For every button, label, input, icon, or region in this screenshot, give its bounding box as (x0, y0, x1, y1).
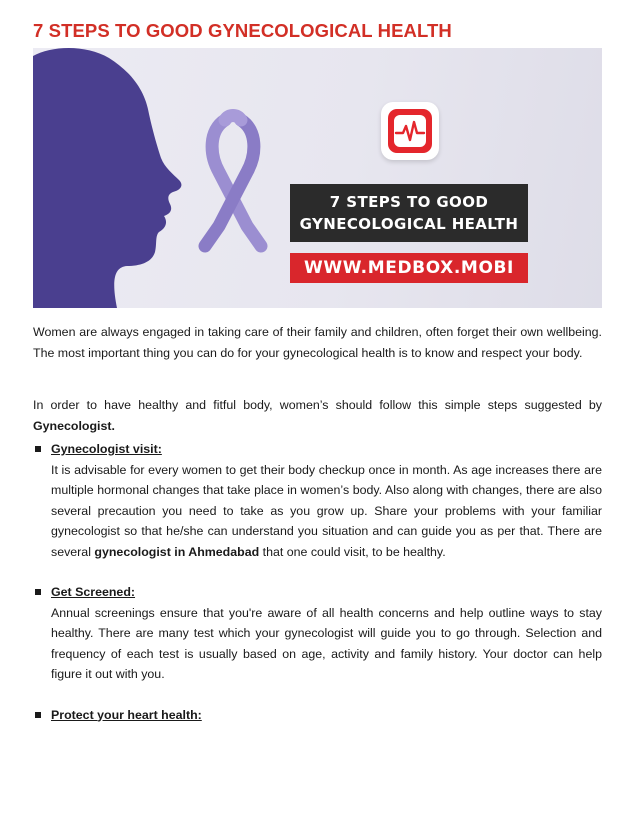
step-heading: Protect your heart health: (51, 707, 202, 722)
step-description: Annual screenings ensure that you're aware of all health concerns and help outline ways to stay healthy. There are many test which your gynecologist will guide you to go through. Selection and frequency of each test is usually based on age, activity and family history. Your doctor can help figure it out with you. (51, 605, 602, 681)
woman-profile-silhouette (33, 48, 181, 308)
intro-paragraph: Women are always engaged in taking care of their family and children, often forget their own wellbeing. The most important thing you can do for your gynecological health is to know and respect your body. (33, 325, 602, 360)
page-title: 7 STEPS TO GOOD GYNECOLOGICAL HEALTH (33, 20, 452, 41)
lead-paragraph (33, 395, 602, 436)
step-text: It is advisable for every women to get their body checkup once in month. As age increases there are multiple hormonal changes that take place in women’s body. Also along with changes, there are also several precaution you need to take as you grow up. Share your problems with your familiar gynecologist so that he/she can understand you situation and can guide you as per that. There are several (51, 462, 602, 559)
square-bullet-icon (35, 589, 41, 595)
list-item (33, 705, 602, 726)
step-text-after: that one could visit, to be healthy. (262, 544, 446, 559)
banner-url: WWW.MEDBOX.MOBI (290, 253, 528, 283)
awareness-ribbon-icon (205, 116, 261, 247)
lead-bold: Gynecologist. (33, 418, 115, 433)
square-bullet-icon (35, 446, 41, 452)
step-heading: Get Screened: (51, 585, 136, 599)
lead-text: In order to have healthy and fitful body, women’s should follow this simple steps suggested by (33, 398, 602, 412)
steps-list (33, 439, 602, 745)
step-heading: Gynecologist visit: (51, 442, 162, 456)
list-item (33, 582, 602, 685)
heartbeat-logo-icon (381, 102, 439, 160)
banner-headline (290, 184, 528, 242)
banner-headline-line-2: GYNECOLOGICAL HEALTH (299, 215, 519, 233)
article-banner-image (33, 48, 602, 308)
banner-headline-line-1: 7 STEPS TO GOOD (329, 193, 489, 211)
list-item (33, 439, 602, 562)
square-bullet-icon (35, 712, 41, 718)
step-description (51, 460, 602, 563)
step-bold-text: gynecologist in Ahmedabad (94, 544, 260, 559)
